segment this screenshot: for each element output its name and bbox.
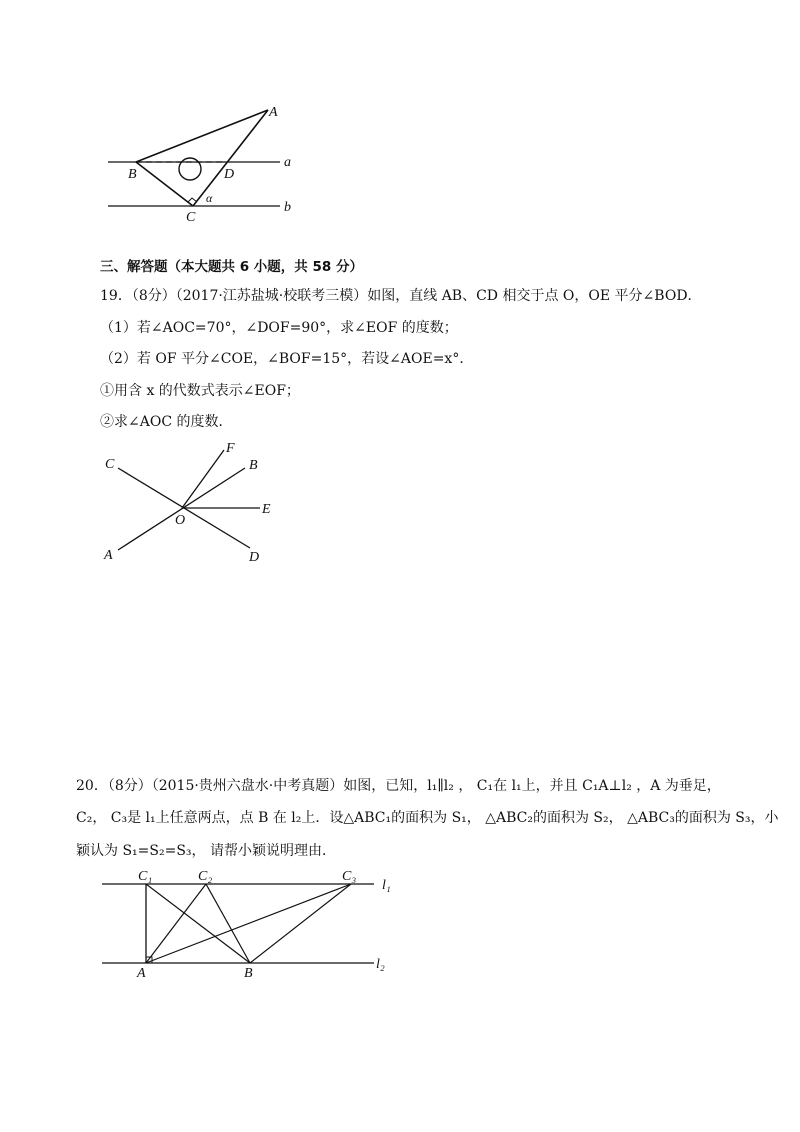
figure-intersecting-lines	[100, 438, 280, 568]
q19-line4: ①用含 x 的代数式表示∠EOF；	[100, 383, 300, 399]
label-C: C	[186, 210, 196, 225]
label-D: D	[224, 167, 235, 182]
label-l1: l₁	[382, 878, 391, 893]
label-C3: C₃	[342, 869, 357, 884]
right-angle-mark	[188, 198, 197, 202]
segment-BC	[136, 162, 193, 206]
label-B: B	[249, 458, 258, 473]
q20-line2: C₂， C₃是 l₁上任意两点，点 B 在 l₂上．设△ABC₁的面积为 S₁， △ABC₂的面积为 S₂， △ABC₃的面积为 S₃，小	[76, 810, 779, 826]
ray-OF	[182, 450, 224, 508]
q20-line3: 颖认为 S₁=S₂=S₃， 请帮小颖说明理由．	[76, 843, 336, 859]
q19-line1: 19．（8分）（2017·江苏盐城·校联考三模）如图，直线 AB、CD 相交于点 O，OE 平分∠BOD．	[100, 288, 702, 304]
figure-triangle-parallel-lines	[100, 100, 310, 225]
label-B: B	[128, 167, 137, 182]
figure-parallel-triangles	[96, 862, 406, 982]
label-A: A	[137, 966, 146, 981]
q20-line1: 20．（8分）（2015·贵州六盘水·中考真题）如图，已知，l₁∥l₂ ， C₁在 l₁上，并且 C₁A⊥l₂ ，A 为垂足，	[76, 778, 721, 794]
segment-C3B	[250, 884, 351, 963]
label-E: E	[262, 502, 271, 517]
circle-shape	[179, 158, 201, 180]
label-O: O	[175, 513, 186, 528]
q19-line5: ②求∠AOC 的度数．	[100, 414, 233, 430]
label-alpha: α	[206, 191, 213, 205]
label-a: a	[284, 155, 291, 170]
label-D: D	[249, 550, 260, 565]
label-C: C	[105, 457, 115, 472]
label-C2: C₂	[198, 869, 213, 884]
label-A: A	[269, 105, 278, 120]
section-heading: 三、解答题（本大题共 6 小题，共 58 分）	[100, 259, 363, 275]
label-F: F	[226, 441, 235, 456]
segment-C1B	[146, 884, 250, 963]
q19-line2: （1）若∠AOC=70°，∠DOF=90°，求∠EOF 的度数；	[100, 320, 458, 336]
label-B: B	[244, 966, 253, 981]
q19-line3: （2）若 OF 平分∠COE，∠BOF=15°，若设∠AOE=x°．	[100, 351, 474, 367]
label-l2: l₂	[376, 957, 385, 972]
segment-C2B	[206, 884, 250, 963]
label-C1: C₁	[138, 869, 153, 884]
label-b: b	[284, 200, 291, 215]
label-A: A	[104, 548, 113, 563]
